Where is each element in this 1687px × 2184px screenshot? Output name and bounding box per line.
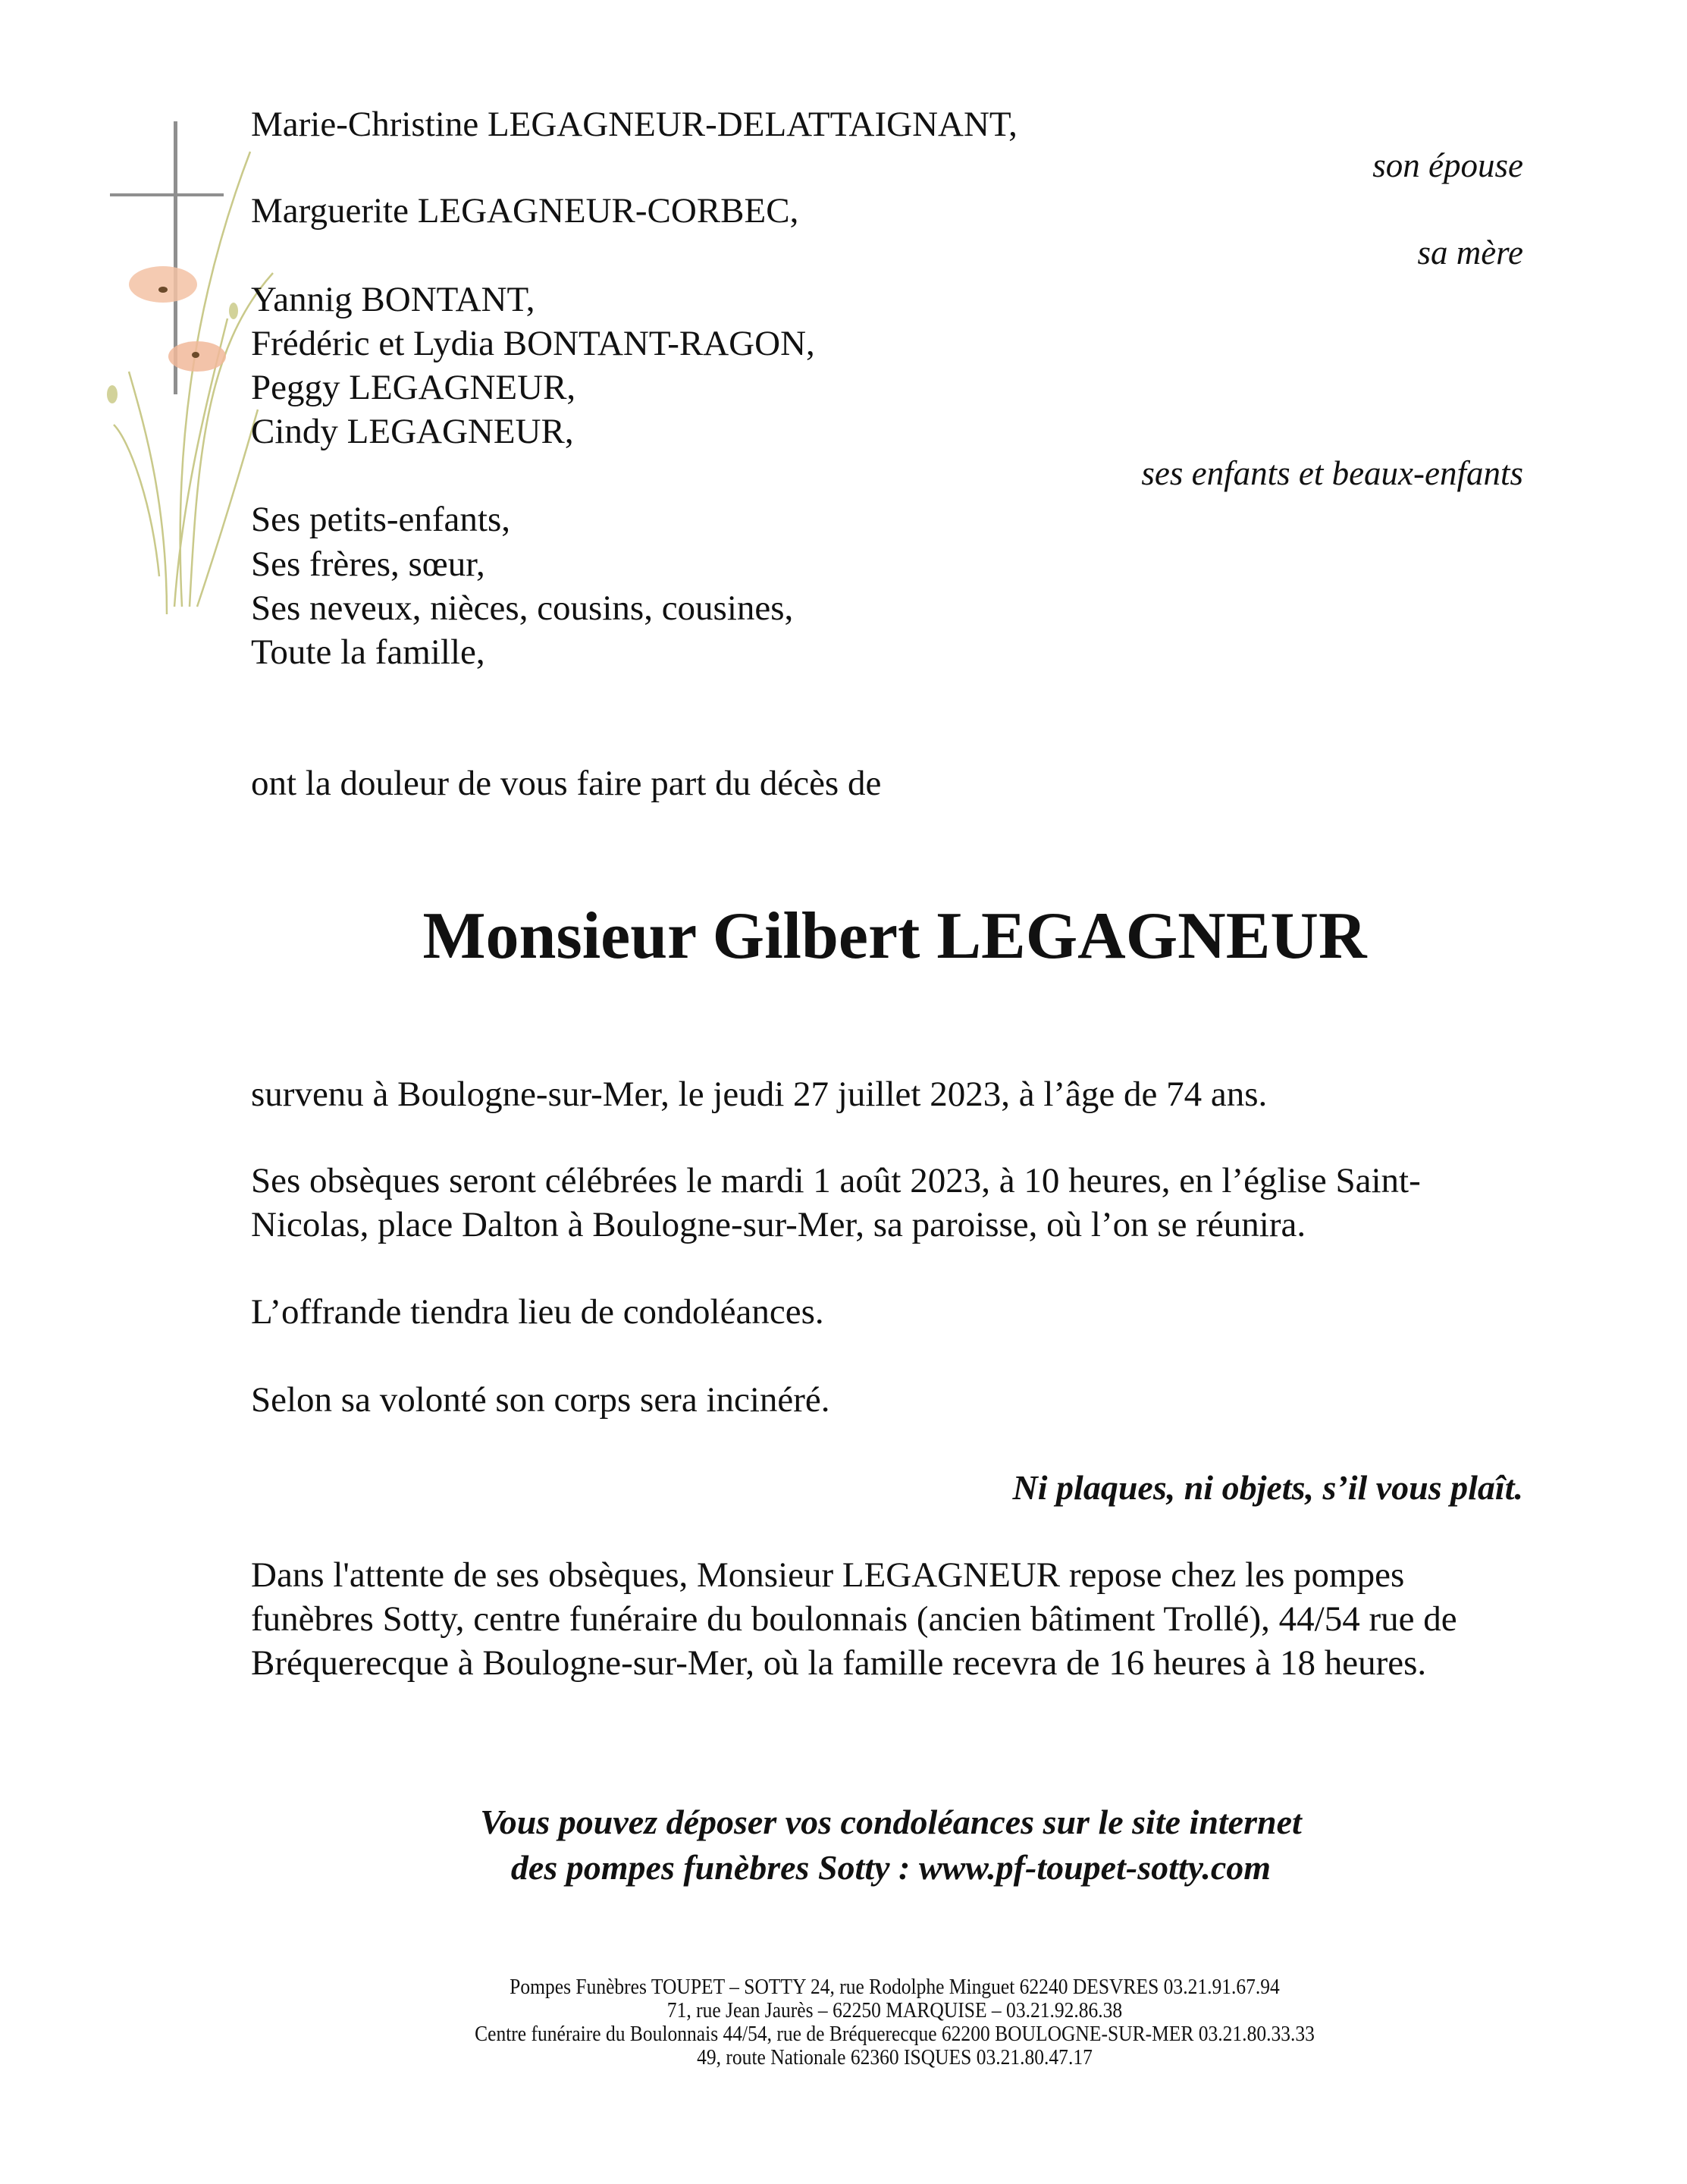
family-child: Cindy LEGAGNEUR, <box>251 412 574 451</box>
children-role: ses enfants et beaux-enfants <box>1141 454 1523 492</box>
poppy-icon <box>168 341 226 372</box>
funeral-info: Ses obsèques seront célébrées le mardi 1 août 2023, à 10 heures, en l’église Saint-Nicolas, place Dalton à Boulogne-sur-Mer, sa paroisse, où l’on se réunira. <box>251 1161 1421 1244</box>
footer-line: Centre funéraire du Boulonnais 44/54, rue de Bréquerecque 62200 BOULOGNE-SUR-MER 03.21.80.33.33 <box>475 2022 1315 2046</box>
condolences-line[interactable]: des pompes funèbres Sotty : www.pf-toupet-sotty.com <box>510 1848 1272 1887</box>
funeral-home-footer <box>0 1975 1687 2069</box>
wife-role: son épouse <box>1372 146 1523 184</box>
family-child: Yannig BONTANT, <box>251 280 535 319</box>
family-other: Ses frères, sœur, <box>251 544 485 584</box>
footer-line: 71, rue Jean Jaurès – 62250 MARQUISE – 03.21.92.86.38 <box>666 1998 1123 2022</box>
family-child: Frédéric et Lydia BONTANT-RAGON, <box>251 324 815 363</box>
family-mother: Marguerite LEGAGNEUR-CORBEC, <box>251 191 799 231</box>
family-other: Toute la famille, <box>251 632 485 672</box>
footer-line: Pompes Funèbres TOUPET – SOTTY 24, rue Rodolphe Minguet 62240 DESVRES 03.21.91.67.94 <box>510 1975 1280 1999</box>
poppy-icon <box>129 266 197 303</box>
family-child: Peggy LEGAGNEUR, <box>251 368 576 407</box>
family-other: Ses petits-enfants, <box>251 500 510 539</box>
deceased-name: Monsieur Gilbert LEGAGNEUR <box>422 899 1367 973</box>
mother-role: sa mère <box>1417 234 1523 271</box>
offering-info: L’offrande tiendra lieu de condoléances. <box>251 1292 824 1332</box>
cremation-info: Selon sa volonté son corps sera incinéré. <box>251 1380 830 1420</box>
footer-line: 49, route Nationale 62360 ISQUES 03.21.80.47.17 <box>697 2045 1093 2069</box>
family-wife: Marie-Christine LEGAGNEUR-DELATTAIGNANT, <box>251 105 1018 144</box>
repose-info: Dans l'attente de ses obsèques, Monsieur LEGAGNEUR repose chez les pompes funèbres Sotty, centre funéraire du boulonnais (ancien bâtiment Trollé), 44/54 rue de Bréquerecque à Boulogne-sur-Mer, où la famille recevra de 16 heures à 18 heures. <box>251 1555 1457 1683</box>
family-other: Ses neveux, nièces, cousins, cousines, <box>251 588 794 628</box>
announcement: ont la douleur de vous faire part du décès de <box>251 764 882 803</box>
condolences-line: Vous pouvez déposer vos condoléances sur le site internet <box>480 1803 1302 1841</box>
no-plaques-notice: Ni plaques, ni objets, s’il vous plaît. <box>1012 1468 1523 1507</box>
death-info: survenu à Boulogne-sur-Mer, le jeudi 27 juillet 2023, à l’âge de 74 ans. <box>251 1075 1268 1114</box>
